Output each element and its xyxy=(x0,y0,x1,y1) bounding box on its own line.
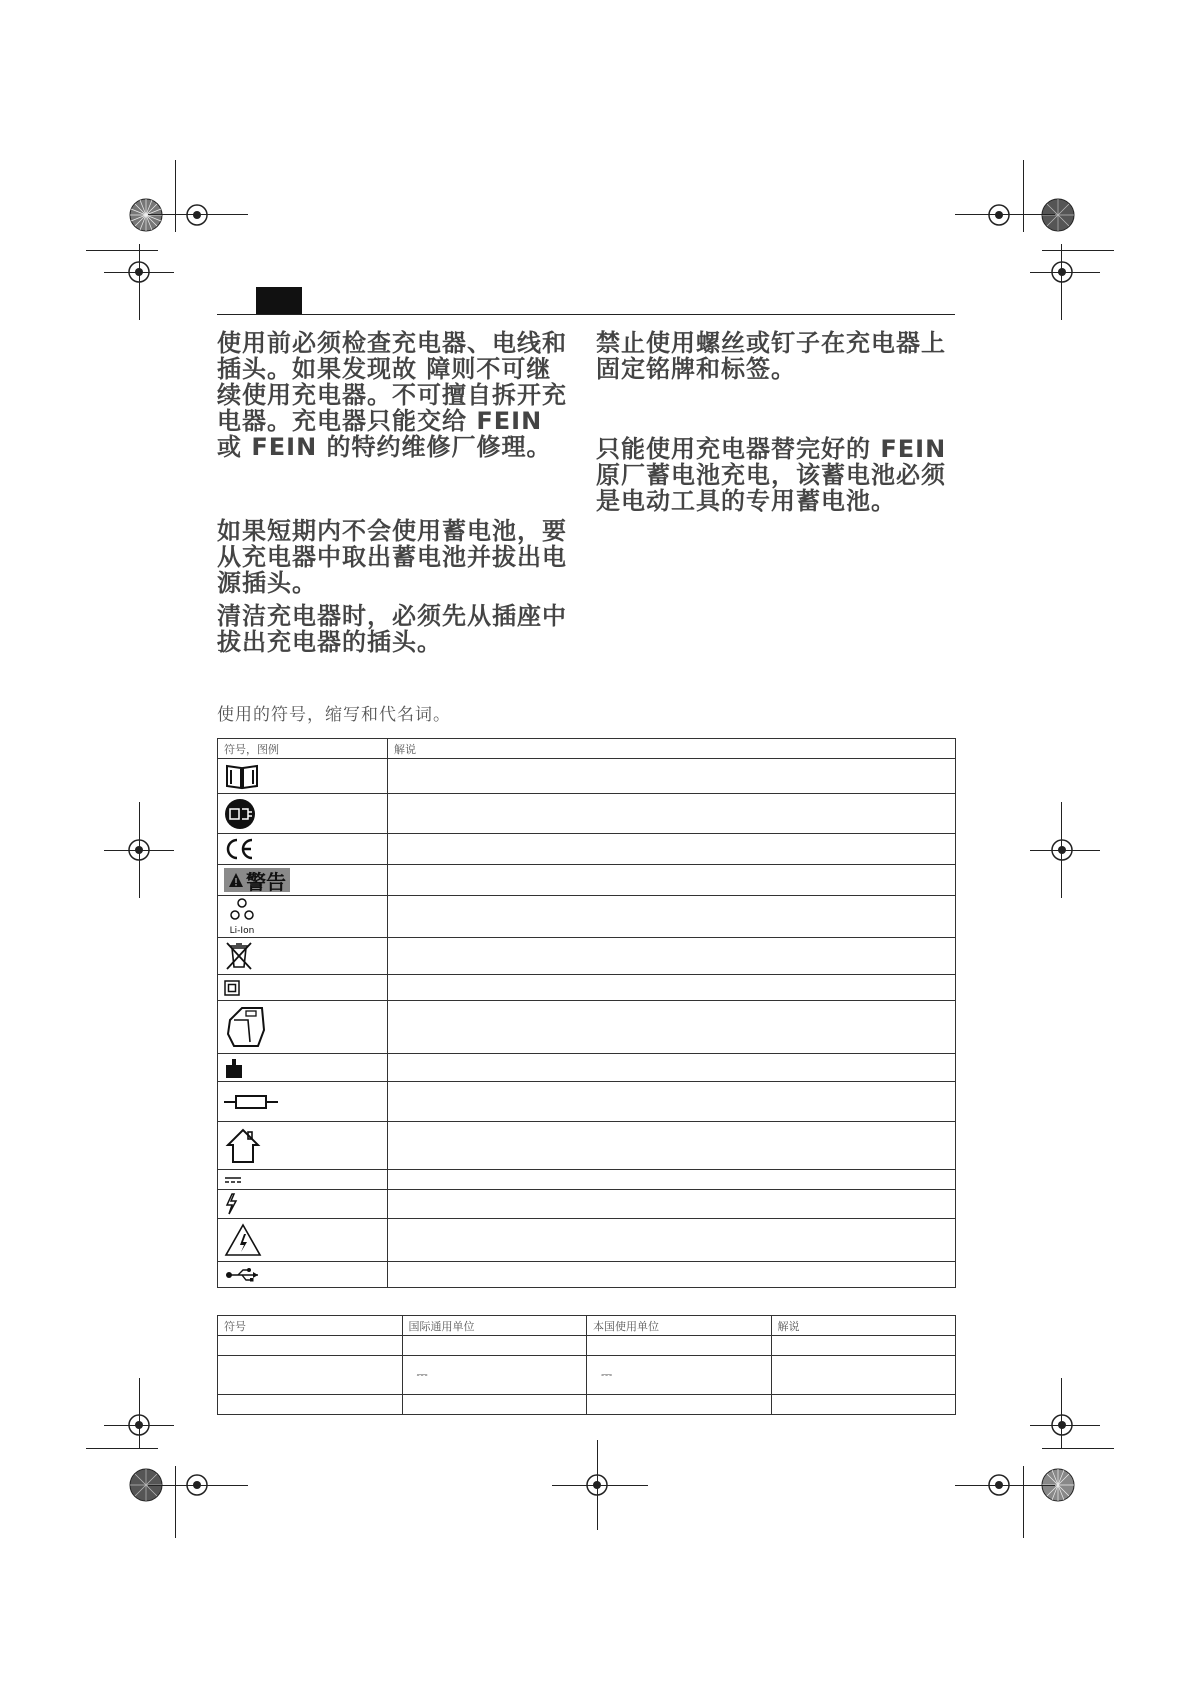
table-row xyxy=(218,1190,956,1219)
table-row xyxy=(218,1262,956,1288)
right-paragraph-2: 只能使用充电器替完好的 FEIN 原厂蓄电池充电，该蓄电池必须是电动工具的专用蓄电池。 xyxy=(596,435,947,515)
crosshair-middle-left xyxy=(127,838,151,862)
symbol-header: 符号 xyxy=(218,1316,403,1336)
dc-symbol-si: ⎓ xyxy=(402,1356,587,1395)
warning-badge-icon: 警告 xyxy=(224,868,290,892)
table-row xyxy=(218,1356,956,1395)
battery-pack-icon xyxy=(224,1004,268,1050)
table-header-row xyxy=(218,739,956,759)
table-row xyxy=(218,896,956,938)
color-wheel-top-right xyxy=(1040,197,1076,233)
unplug-icon xyxy=(224,798,256,830)
table-row xyxy=(218,1219,956,1262)
ce-mark-icon xyxy=(224,837,256,861)
crossed-bin-icon xyxy=(224,940,254,972)
lightning-icon xyxy=(224,1193,238,1215)
dc-symbol-national: ⎓ xyxy=(587,1356,772,1395)
symbols-table xyxy=(217,738,956,1288)
left-paragraph-3: 清洁充电器时，必须先从插座中拔出充电器的插头。 xyxy=(217,602,567,656)
manual-book-icon xyxy=(224,762,260,790)
table-row xyxy=(218,1122,956,1170)
table-header-row xyxy=(218,1316,956,1336)
symbols-caption: 使用的符号，缩写和代名词。 xyxy=(217,705,451,725)
table-row xyxy=(218,1395,956,1415)
national-unit-header: 本国使用单位 xyxy=(587,1316,772,1336)
crosshair-bottom-right-1 xyxy=(1050,1413,1074,1437)
explanation-header: 解说 xyxy=(771,1316,956,1336)
table-row xyxy=(218,1170,956,1190)
table-row xyxy=(218,794,956,834)
crosshair-bottom-left-1 xyxy=(127,1413,151,1437)
recycle-li-ion-icon: Li-Ion xyxy=(224,897,260,936)
table-row xyxy=(218,759,956,794)
table-row xyxy=(218,938,956,975)
fuse-icon xyxy=(224,1092,278,1112)
weight-icon xyxy=(224,1057,244,1079)
double-insulation-icon xyxy=(224,980,240,996)
left-paragraph-1: 使用前必须检查充电器、电线和插头。如果发现故 障则不可继续使用充电器。不可擅自拆开充电器。充电器只能交给 FEIN 或 FEIN 的特约维修厂修理。 xyxy=(217,329,567,461)
header-rule xyxy=(217,314,955,315)
explanation-header: 解说 xyxy=(388,739,956,759)
table-row xyxy=(218,1001,956,1054)
symbols-header: 符号，图例 xyxy=(218,739,388,759)
table-row xyxy=(218,975,956,1001)
table-row xyxy=(218,834,956,865)
crosshair-bottom-right-2 xyxy=(987,1473,1011,1497)
units-table xyxy=(217,1315,956,1415)
si-unit-header: 国际通用单位 xyxy=(402,1316,587,1336)
table-row xyxy=(218,865,956,896)
usb-icon xyxy=(224,1267,262,1283)
color-wheel-top-left xyxy=(128,197,164,233)
language-tab xyxy=(256,287,302,315)
left-paragraph-2: 如果短期内不会使用蓄电池，要从充电器中取出蓄电池并拔出电源插头。 xyxy=(217,517,567,597)
dc-current-icon xyxy=(224,1176,242,1184)
right-paragraph-1: 禁止使用螺丝或钉子在充电器上固定铭牌和标签。 xyxy=(596,329,946,383)
crosshair-bottom-center xyxy=(585,1473,609,1497)
high-voltage-warning-icon xyxy=(224,1223,262,1257)
table-row xyxy=(218,1082,956,1122)
indoor-use-icon xyxy=(224,1127,262,1165)
table-row xyxy=(218,1336,956,1356)
crosshair-top-right-1 xyxy=(987,203,1011,227)
table-row xyxy=(218,1054,956,1082)
crosshair-middle-right xyxy=(1050,838,1074,862)
crosshair-top-left-1 xyxy=(185,203,209,227)
crosshair-bottom-left-2 xyxy=(185,1473,209,1497)
